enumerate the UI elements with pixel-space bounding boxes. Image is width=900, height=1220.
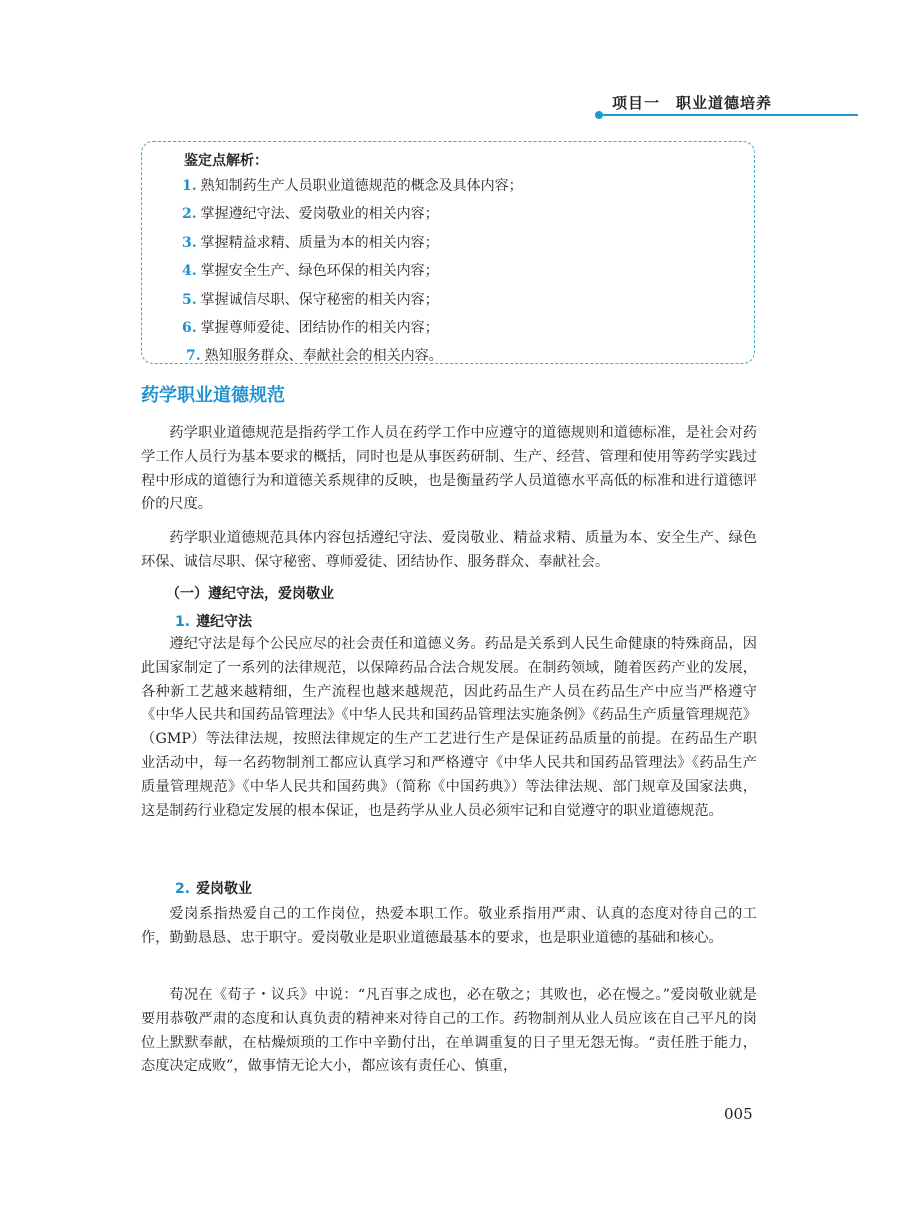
page-number: 005 bbox=[724, 1105, 753, 1123]
key-points-title: 鉴定点解析： bbox=[184, 153, 268, 169]
list-item: 5. 掌握诚信尽职、保守秘密的相关内容； bbox=[182, 291, 439, 308]
section-title: 药学职业道德规范 bbox=[141, 385, 285, 406]
header-rule bbox=[600, 114, 858, 116]
list-item: 4. 掌握安全生产、绿色环保的相关内容； bbox=[182, 263, 439, 280]
paragraph-dedication-1: 爱岗系指热爱自己的工作岗位，热爱本职工作。敬业系指用严肃、认真的态度对待自己的工作，勤勤恳恳、忠于职守。爱岗敬业是职业道德最基本的要求，也是职业道德的基础和核心。 bbox=[141, 906, 757, 946]
paragraph-contents: 药学职业道德规范具体内容包括遵纪守法、爱岗敬业、精益求精、质量为本、安全生产、绿色环保、诚信尽职、保守秘密、尊师爱徒、团结协作、服务群众、奉献社会。 bbox=[141, 530, 757, 570]
header-title: 项目一 职业道德培养 bbox=[612, 94, 773, 112]
list-item: 6. 掌握尊师爱徒、团结协作的相关内容； bbox=[182, 319, 439, 336]
subheading-dedication: 2. 爱岗敬业 bbox=[175, 881, 253, 897]
paragraph-dedication-2: 荀况在《荀子・议兵》中说：“凡百事之成也，必在敬之；其败也，必在慢之。”爱岗敬业就是要用恭敬严肃的态度和认真负责的精神来对待自己的工作。药物制剂从业人员应该在自己平凡的岗位上默默奉献，在枯燥烦琐的工作中辛勤付出，在单调重复的日子里无怨无悔。“责任胜于能力，态度决定成败”，做事情无论大小，都应该有责任心、慎重， bbox=[141, 987, 757, 1075]
paragraph-definition: 药学职业道德规范是指药学工作人员在药学工作中应遵守的道德规则和道德标准，是社会对药学工作人员行为基本要求的概括，同时也是从事医药研制、生产、经营、管理和使用等药学实践过程中形成的道德行为和道德关系规律的反映，也是衡量药学人员道德水平高低的标准和进行道德评价的尺度。 bbox=[141, 425, 757, 513]
subheading-law-abiding: 1. 遵纪守法 bbox=[175, 614, 253, 630]
list-item: 1. 熟知制药生产人员职业道德规范的概念及具体内容； bbox=[182, 178, 523, 194]
list-item: 2. 掌握遵纪守法、爱岗敬业的相关内容； bbox=[182, 206, 439, 223]
list-item: 3. 掌握精益求精、质量为本的相关内容； bbox=[182, 234, 439, 251]
paragraph-law-abiding: 遵纪守法是每个公民应尽的社会责任和道德义务。药品是关系到人民生命健康的特殊商品，因此国家制定了一系列的法律规范，以保障药品合法合规发展。在制药领域，随着医药产业的发展，各种新工艺越来越精细，生产流程也越来越规范，因此药品生产人员在药品生产中应当严格遵守《中华人民共和国药品管理法》《中华人民共和国药品管理法实施条例》《药品生产质量管理规范》（GMP）等法律法规，按照法律规定的生产工艺进行生产是保证药品质量的前提。在药品生产职业活动中，每一名药物制剂工都应认真学习和严格遵守《中华人民共和国药品管理法》《药品生产质量管理规范》《中华人民共和国药典》（简称《中国药典》）等法律法规、部门规章及国家法典，这是制药行业稳定发展的根本保证，也是药学从业人员必须牢记和自觉遵守的职业道德规范。 bbox=[141, 636, 757, 819]
key-points-list bbox=[182, 172, 523, 371]
list-item: 7. 熟知服务群众、奉献社会的相关内容。 bbox=[186, 348, 443, 365]
subsection-title: （一）遵纪守法，爱岗敬业 bbox=[166, 586, 334, 602]
